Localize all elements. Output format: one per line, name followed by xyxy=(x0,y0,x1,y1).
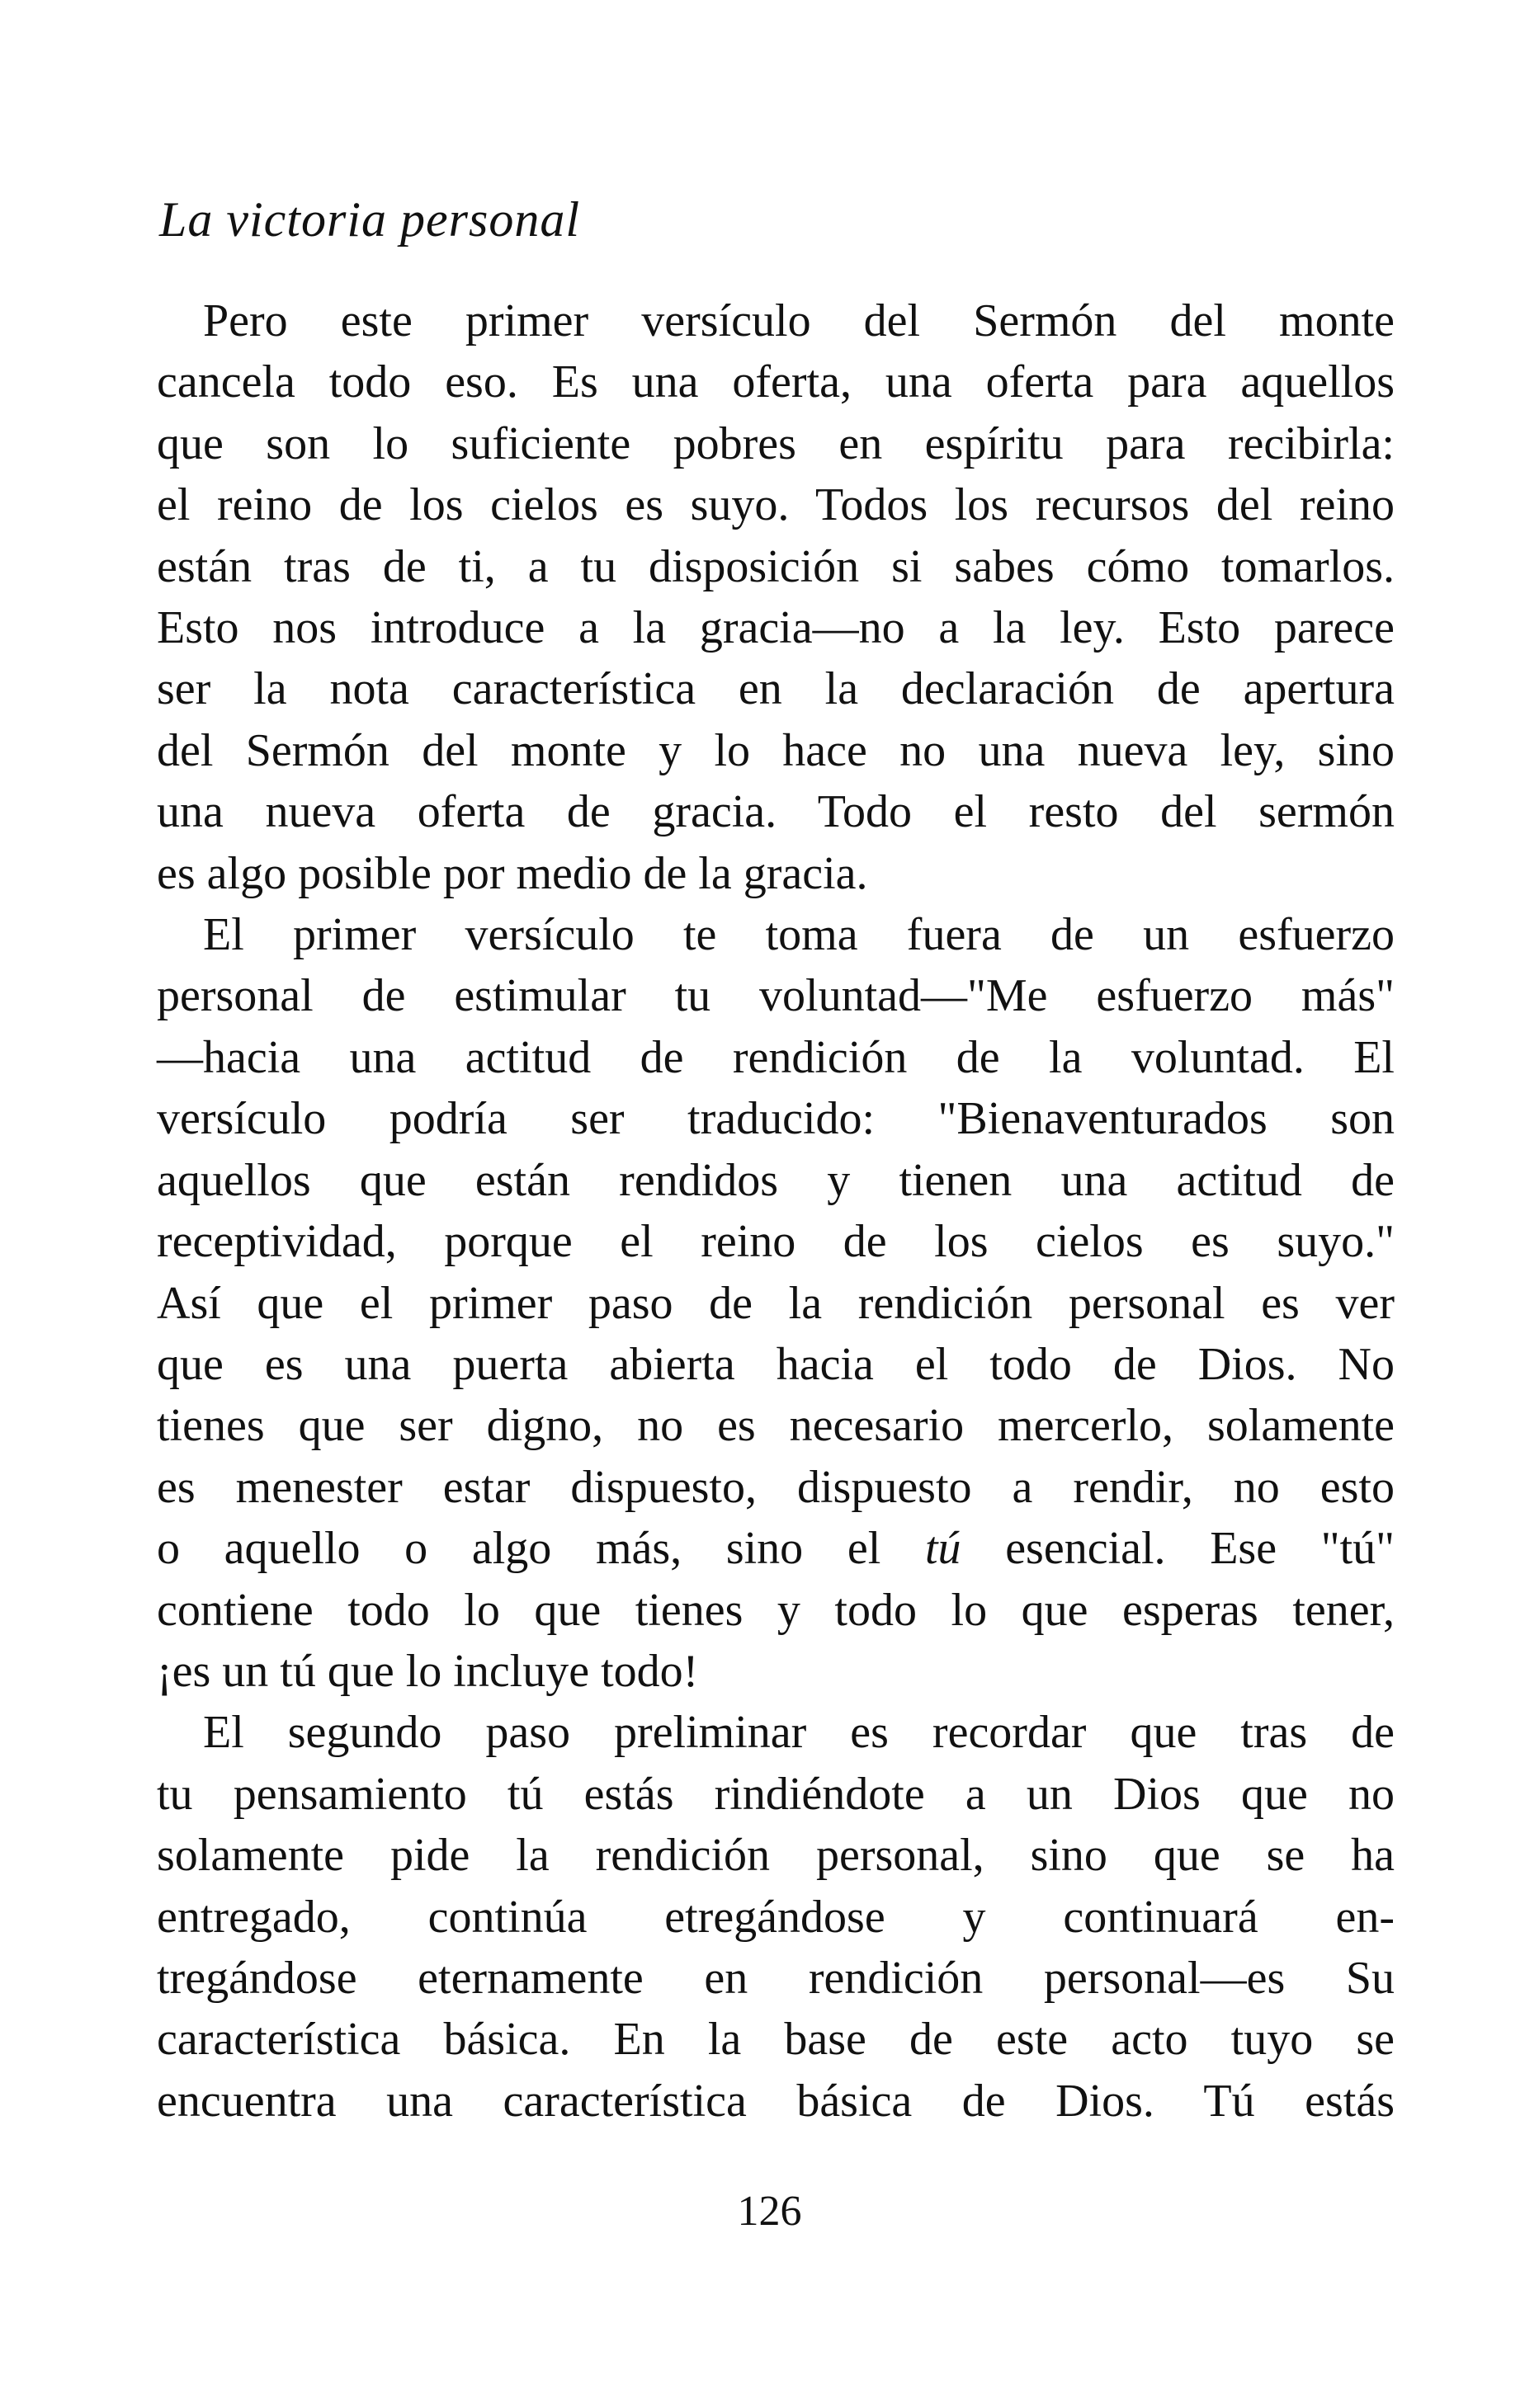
text-line: solamente pide la rendición personal, sino que se ha xyxy=(157,1830,1395,1882)
text-line: ¡es un tú que lo incluye todo! xyxy=(157,1645,699,1697)
text-line: El primer versículo te toma fuera de un esfuerzo xyxy=(203,909,1395,961)
text-segment: esencial. Ese "tú" xyxy=(1005,1523,1395,1575)
text-line: —hacia una actitud de rendición de la voluntad. El xyxy=(157,1031,1395,1083)
paragraph-2 xyxy=(157,904,1395,1702)
text-line: una nueva oferta de gracia. Todo el resto del sermón xyxy=(157,786,1395,838)
text-line: del Sermón del monte y lo hace no una nueva ley, sino xyxy=(157,724,1395,776)
page-number: 126 xyxy=(737,2188,802,2235)
body-text xyxy=(157,290,1395,2132)
paragraph-3 xyxy=(157,1702,1395,2132)
text-line: que es una puerta abierta hacia el todo de Dios. No xyxy=(157,1338,1395,1390)
text-line: versículo podría ser traducido: "Bienaventurados son xyxy=(157,1093,1395,1145)
text-line: característica básica. En la base de este acto tuyo se xyxy=(157,2014,1395,2066)
text-line: Esto nos introduce a la gracia—no a la ley. Esto parece xyxy=(157,602,1395,654)
text-line: entregado, continúa etregándose y continuará en- xyxy=(157,1891,1395,1943)
text-line: encuentra una característica básica de Dios. Tú estás xyxy=(157,2075,1395,2127)
text-line: es menester estar dispuesto, dispuesto a rendir, no esto xyxy=(157,1461,1395,1513)
emphasized-word: tú xyxy=(924,1523,961,1575)
text-line: tregándose eternamente en rendición personal—es Su xyxy=(157,1952,1395,2004)
text-line: tienes que ser digno, no es necesario mercerlo, solamente xyxy=(157,1400,1395,1452)
text-line: contiene todo lo que tienes y todo lo que esperas tener, xyxy=(157,1584,1395,1636)
text-line: aquellos que están rendidos y tienen una actitud de xyxy=(157,1154,1395,1206)
text-line: que son lo suficiente pobres en espíritu para recibirla: xyxy=(157,417,1395,469)
text-line: Pero este primer versículo del Sermón del monte xyxy=(203,295,1395,346)
paragraph-1 xyxy=(157,290,1395,904)
text-line: están tras de ti, a tu disposición si sabes cómo tomarlos. xyxy=(157,540,1395,592)
running-head: La victoria personal xyxy=(159,192,580,247)
text-line: receptividad, porque el reino de los cielos es suyo." xyxy=(157,1216,1395,1268)
text-segment: o aquello o algo más, sino el xyxy=(157,1523,881,1575)
text-line-with-emphasis xyxy=(157,1518,1395,1579)
text-line: ser la nota característica en la declaración de apertura xyxy=(157,663,1395,715)
text-line: personal de estimular tu voluntad—"Me esfuerzo más" xyxy=(157,970,1395,1022)
text-line: cancela todo eso. Es una oferta, una oferta para aquellos xyxy=(157,356,1395,408)
text-line: es algo posible por medio de la gracia. xyxy=(157,847,868,899)
text-line: el reino de los cielos es suyo. Todos los recursos del reino xyxy=(157,479,1395,531)
text-line: tu pensamiento tú estás rindiéndote a un Dios que no xyxy=(157,1768,1395,1820)
text-line: Así que el primer paso de la rendición personal es ver xyxy=(157,1277,1395,1329)
text-line: El segundo paso preliminar es recordar que tras de xyxy=(203,1707,1395,1759)
